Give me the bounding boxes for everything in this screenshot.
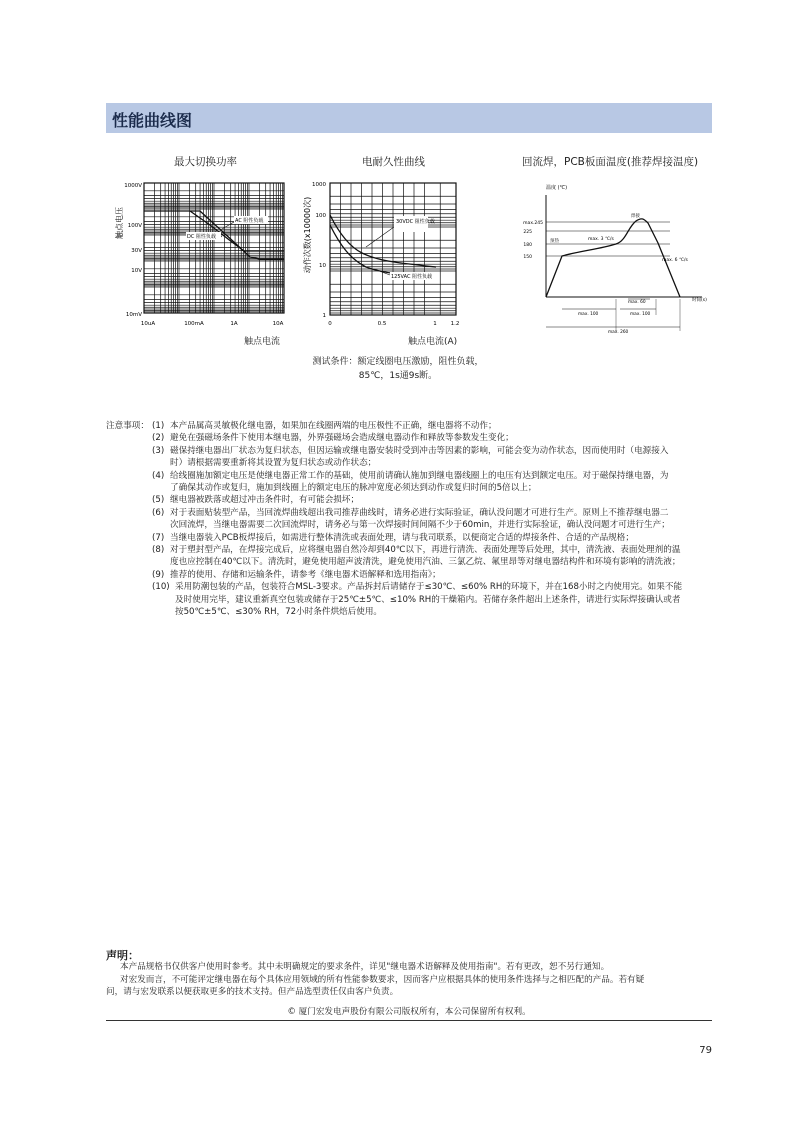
chart-electrical-endurance	[298, 175, 468, 350]
note-item	[152, 432, 712, 444]
declaration-title: 声明：	[106, 949, 139, 962]
note-line: 当继电器装入PCB板焊接后，如需进行整体清洗或表面处理，请与我司联系，以便商定合适的焊接条件、合适的产品规格；	[170, 532, 634, 543]
chart2-ylabel: 动作次数(x10000次)	[303, 196, 312, 274]
chart1-xtick: 1A	[230, 321, 238, 327]
section-title: 性能曲线图	[112, 111, 193, 130]
note-number: (2)	[152, 433, 165, 444]
note-number: (3)	[152, 445, 165, 456]
note-number: (10)	[152, 582, 170, 593]
note-item	[152, 494, 712, 506]
note-item	[152, 445, 712, 470]
note-line: 推荐的使用、存储和运输条件，请参考《继电器术语解释和选用指南》；	[170, 569, 441, 580]
note-line: 磁保持继电器出厂状态为复归状态，但因运输或继电器安装时受到冲击等因素的影响，可能会变为动作状态，因而使用时（电源接入	[170, 445, 669, 456]
chart2-ytick: 10	[319, 263, 326, 269]
note-line: 避免在强磁场条件下使用本继电器，外界强磁场会造成继电器动作和释放等参数发生变化；	[170, 433, 514, 444]
note-item	[152, 507, 712, 532]
chart3-rate-label: max. 6 ℃/s	[662, 258, 688, 263]
note-line: 采用防潮包装的产品，包装符合MSL-3要求。产品拆封后请储存于≤30℃、≤60% RH的环境下，并在168小时之内使用完。如果不能	[175, 582, 683, 593]
chart1-ytick: 30V	[131, 248, 142, 254]
chart2-ytick: 1000	[312, 182, 326, 188]
chart3-dim-label: max. 60	[628, 300, 646, 305]
note-line: 次回流焊，当继电器需要二次回流焊时，请务必与第一次焊接时间间隔不少于60min，并进行实际验证，确认没问题才可进行生产；	[170, 520, 670, 531]
section-header-bar	[106, 103, 712, 133]
chart1-ac-label: AC 阻性负载	[235, 218, 264, 224]
chart2-ytick: 100	[315, 213, 326, 219]
chart3-ytick: max.245	[523, 221, 543, 226]
chart3-title: 回流焊，PCB板面温度(推荐焊接温度)	[522, 156, 699, 168]
note-line: 对于塑封型产品，在焊接完成后，应将继电器自然冷却到40℃以下，再进行清洗、表面处理等后处理，其中，清洗液、表面处理剂的温	[170, 545, 681, 556]
chart2-30vdc-label: 30VDC 阻性负载	[396, 219, 435, 225]
chart2-xtick: 1	[433, 321, 437, 327]
declaration-line: 本产品规格书仅供客户使用时参考。其中未明确规定的要求条件，详见"继电器术语解释及使用指南"。若有更改，恕不另行通知。	[120, 962, 610, 972]
note-number: (5)	[152, 495, 165, 506]
notes-label: 注意事项：	[106, 421, 149, 431]
chart1-ac-leader	[222, 222, 234, 229]
chart3-dim-label: max. 100	[578, 312, 599, 317]
chart3-ytick: 180	[523, 243, 532, 248]
note-line: 度也应控制在40℃以下。清洗时，避免使用超声波清洗，避免使用汽油、三氯乙烷、氟里昂等对继电器结构件和环境有影响的清洗液；	[170, 557, 681, 568]
note-item	[152, 532, 712, 544]
chart-max-switching-power	[110, 175, 295, 350]
note-number: (6)	[152, 507, 165, 518]
note-item	[152, 581, 712, 618]
chart-reflow-profile	[510, 175, 715, 340]
note-item	[152, 569, 712, 581]
chart2-xtick: 0	[328, 321, 332, 327]
chart2-125vac-label: 125VAC 阻性负载	[391, 274, 433, 280]
declaration-line: 问，请与宏发联系以便获取更多的技术支持。但产品选型责任仅由客户负责。	[106, 987, 399, 998]
chart2-30vdc-leader	[366, 227, 394, 247]
note-line: 时）请根据需要重新将其设置为复归状态或动作状态；	[170, 458, 377, 469]
chart1-xtick: 10A	[272, 321, 284, 327]
chart3-rate-label: max. 3 ℃/s	[588, 237, 614, 242]
note-number: (7)	[152, 532, 165, 543]
chart1-ylabel: 触点电压	[115, 207, 124, 239]
chart2-ytick: 1	[322, 313, 326, 319]
chart1-xtick: 100mA	[184, 321, 204, 327]
note-line: 继电器被跌落或超过冲击条件时，有可能会损坏；	[170, 495, 360, 506]
notes-list	[152, 420, 712, 619]
footer-rule	[106, 1020, 712, 1021]
chart2-xlabel: 触点电流(A)	[408, 337, 458, 347]
chart2-xtick: 1.2	[450, 321, 460, 327]
declaration-body	[106, 961, 712, 999]
chart2-xtick: 0.5	[377, 321, 387, 327]
chart3-dim-label: max. 100	[630, 312, 651, 317]
chart1-ytick: 10mV	[125, 312, 142, 318]
chart3-soldering-label: 焊接	[631, 214, 640, 219]
note-item	[152, 420, 712, 432]
chart1-ytick: 10V	[131, 268, 142, 274]
test-conditions	[298, 355, 498, 383]
chart2-title: 电耐久性曲线	[362, 156, 425, 168]
chart3-ytick: 225	[523, 230, 532, 235]
chart3-xlabel: 时间(s)	[692, 298, 707, 303]
page-number: 79	[699, 1045, 712, 1056]
chart3-ylabel: 温度 (℃)	[546, 185, 568, 191]
test-conditions-line: 测试条件：额定线圈电压激励，阻性负载，	[312, 357, 484, 367]
note-line: 了确保其动作或复归，施加到线圈上的额定电压的脉冲宽度必须达到动作或复归时间的5倍以上；	[170, 483, 537, 494]
note-number: (8)	[152, 545, 165, 556]
note-line: 及时使用完毕，建议重新真空包装或储存于25℃±5℃、≤10% RH的干燥箱内。若储存条件超出上述条件，请进行实际焊接确认或者	[175, 594, 681, 605]
note-number: (4)	[152, 470, 165, 481]
note-number: (9)	[152, 569, 165, 580]
chart3-profile-curve	[546, 219, 680, 297]
chart3-preheat-label: 预热	[550, 239, 559, 244]
chart1-xtick: 10uA	[140, 321, 156, 327]
note-number: (1)	[152, 421, 165, 431]
note-line: 按50℃±5℃、≤30% RH，72小时条件烘焙后使用。	[175, 607, 383, 618]
chart1-ytick: 1000V	[124, 183, 142, 189]
chart1-title: 最大切换功率	[174, 156, 237, 168]
note-line: 给线圈施加额定电压是使继电器正常工作的基础，使用前请确认施加到继电器线圈上的电压有达到额定电压。对于磁保持继电器，为	[170, 470, 669, 481]
test-conditions-line: 85℃，1s通9s断。	[358, 371, 438, 381]
note-line: 本产品属高灵敏极化继电器，如果加在线圈两端的电压极性不正确，继电器将不动作；	[170, 421, 497, 431]
chart1-ytick: 100V	[127, 223, 142, 229]
chart3-dim-label: max. 260	[608, 330, 629, 335]
chart1-dc-label: DC 阻性负载	[187, 234, 216, 240]
note-item	[152, 470, 712, 495]
note-line: 对于表面贴装型产品，当回流焊曲线超出我司推荐曲线时，请务必进行实际验证，确认没问题才可进行生产。原则上不推荐继电器二	[170, 507, 669, 518]
declaration-line: 对宏发而言，不可能评定继电器在每个具体应用领域的所有性能参数要求，因而客户应根据具体的使用条件选择与之相匹配的产品。若有疑	[120, 974, 645, 985]
note-item	[152, 544, 712, 569]
chart1-xlabel: 触点电流	[244, 337, 281, 347]
chart3-ytick: 150	[523, 255, 532, 260]
copyright: © 厦门宏发电声股份有限公司版权所有，本公司保留所有权利。	[287, 1007, 531, 1017]
